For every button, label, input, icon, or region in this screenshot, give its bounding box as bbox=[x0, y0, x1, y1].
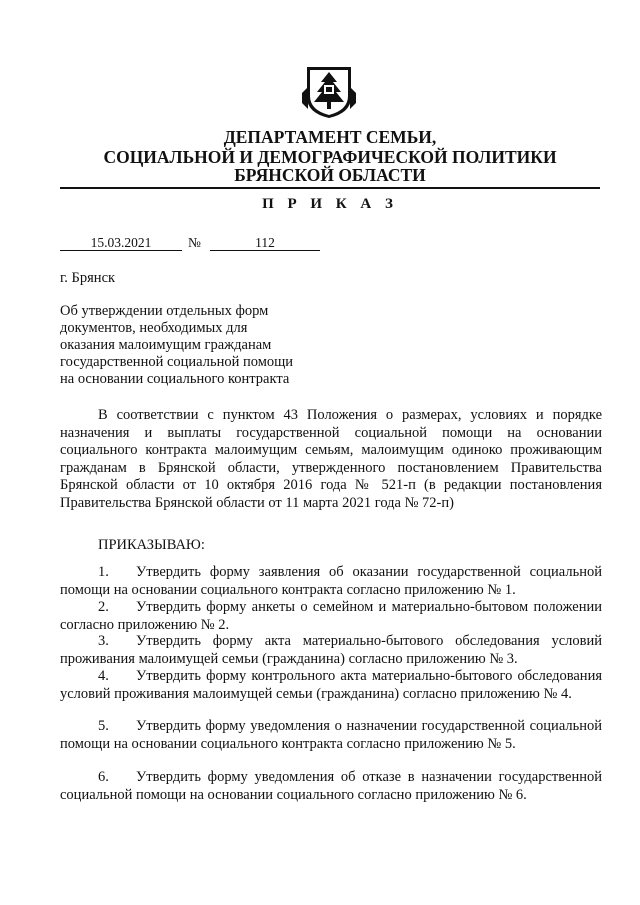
number-label: № bbox=[188, 235, 201, 250]
order-item-4: 4. Утвердить форму контрольного акта материально-бытового обследования условий проживания малоимущей семьи (гражданина) согласно приложению № 4. bbox=[60, 668, 602, 702]
order-date: 15.03.2021 bbox=[60, 236, 182, 251]
order-item-2: 2. Утвердить форму анкеты о семейном и материально-бытовом положении согласно приложению № 2. bbox=[60, 599, 602, 633]
order-item-6: 6. Утвердить форму уведомления об отказе в назначении государственной социальной помощи на основании социального согласно приложению № 6. bbox=[60, 769, 602, 803]
subject-line: на основании социального контракта bbox=[60, 371, 290, 387]
order-number: 112 bbox=[210, 236, 320, 251]
subject-line: документов, необходимых для bbox=[60, 320, 248, 336]
order-word: ПРИКАЗЫВАЮ: bbox=[98, 537, 205, 553]
order-item-5: 5. Утвердить форму уведомления о назначении государственной социальной помощи на основании социального контракта согласно приложению № 5. bbox=[60, 718, 602, 752]
coat-of-arms-icon bbox=[300, 63, 358, 119]
city-name: г. Брянск bbox=[60, 270, 116, 286]
department-title-line-2: СОЦИАЛЬНОЙ И ДЕМОГРАФИЧЕСКОЙ ПОЛИТИКИ bbox=[103, 147, 557, 167]
subject-line: государственной социальной помощи bbox=[60, 354, 294, 370]
subject-line: Об утверждении отдельных форм bbox=[60, 303, 269, 319]
order-subject bbox=[60, 303, 320, 388]
subject-line: оказания малоимущим гражданам bbox=[60, 337, 272, 353]
document-type-title: П Р И К А З bbox=[262, 196, 398, 212]
department-title-line-1: ДЕПАРТАМЕНТ СЕМЬИ, bbox=[223, 127, 437, 147]
order-item-1: 1. Утвердить форму заявления об оказании государственной социальной помощи на основании социального контракта согласно приложению № 1. bbox=[60, 564, 602, 598]
order-item-3: 3. Утвердить форму акта материально-бытового обследования условий проживания малоимущей семьи (гражданина) согласно приложению № 3. bbox=[60, 633, 602, 667]
header-divider bbox=[60, 187, 600, 189]
department-title-line-3: БРЯНСКОЙ ОБЛАСТИ bbox=[234, 165, 426, 185]
preamble-paragraph: В соответствии с пунктом 43 Положения о размерах, условиях и порядке назначения и выплаты государственной социальной помощи на основании социального контракта малоимущим семьям, малоимущим одиноко проживающим гражданам в Брянской области, утвержденного постановлением Правительства Брянской области от 10 октября 2016 года № 521-п (в редакции постановления Правительства Брянской области от 11 марта 2021 года № 72-п) bbox=[60, 407, 602, 511]
